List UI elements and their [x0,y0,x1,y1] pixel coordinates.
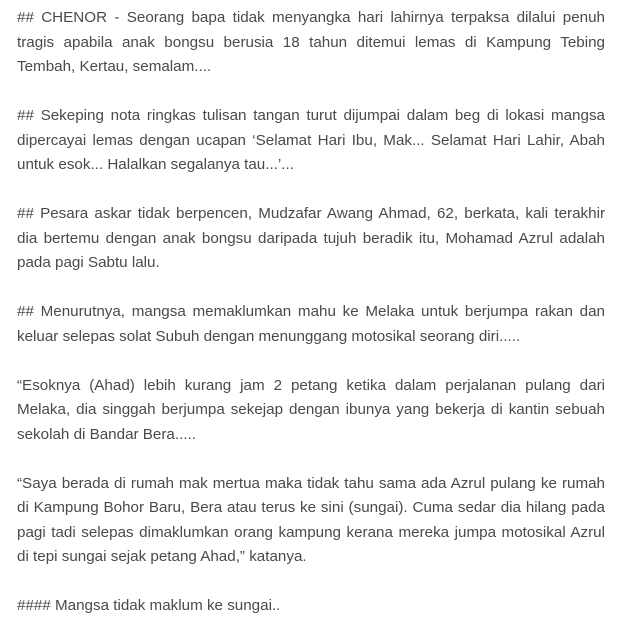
paragraph-melaka-trip: ## Menurutnya, mangsa memaklumkan mahu ke Melaka untuk berjumpa rakan dan keluar selepas solat Subuh dengan menunggang motosikal seorang diri..... [17,303,605,345]
article-body [17,6,605,643]
paragraph-father: ## Pesara askar tidak berpencen, Mudzafar Awang Ahmad, 62, berkata, kali terakhir dia bertemu dengan anak bongsu daripada tujuh beradik itu, Mohamad Azrul adalah pada pagi Sabtu lalu. [17,205,605,271]
paragraph-lead: ## CHENOR - Seorang bapa tidak menyangka hari lahirnya terpaksa dilalui penuh tragis apabila anak bongsu berusia 18 tahun ditemui lemas di Kampung Tebing Tembah, Kertau, semalam.... [17,9,605,75]
subheading: #### Mangsa tidak maklum ke sungai.. [17,597,281,614]
paragraph-quote-father: “Saya berada di rumah mak mertua maka tidak tahu sama ada Azrul pulang ke rumah di Kampung Bohor Baru, Bera atau terus ke sini (sungai). Cuma sedar dia hilang pada pagi tadi selepas dimaklumkan orang kampung kerana mereka jumpa motosikal Azrul di tepi sungai sejak petang Ahad,” katanya. [17,474,605,565]
paragraph-quote-mother: “Esoknya (Ahad) lebih kurang jam 2 petang ketika dalam perjalanan pulang dari Melaka, dia singgah berjumpa sekejap dengan ibunya yang bekerja di kantin sebuah sekolah di Bandar Bera..... [17,376,605,443]
paragraph-note: ## Sekeping nota ringkas tulisan tangan turut dijumpai dalam beg di lokasi mangsa dipercayai lemas dengan ucapan ‘Selamat Hari Ibu, Mak... Selamat Hari Lahir, Abah untuk esok... Halalkan segalanya tau...’... [17,107,605,173]
